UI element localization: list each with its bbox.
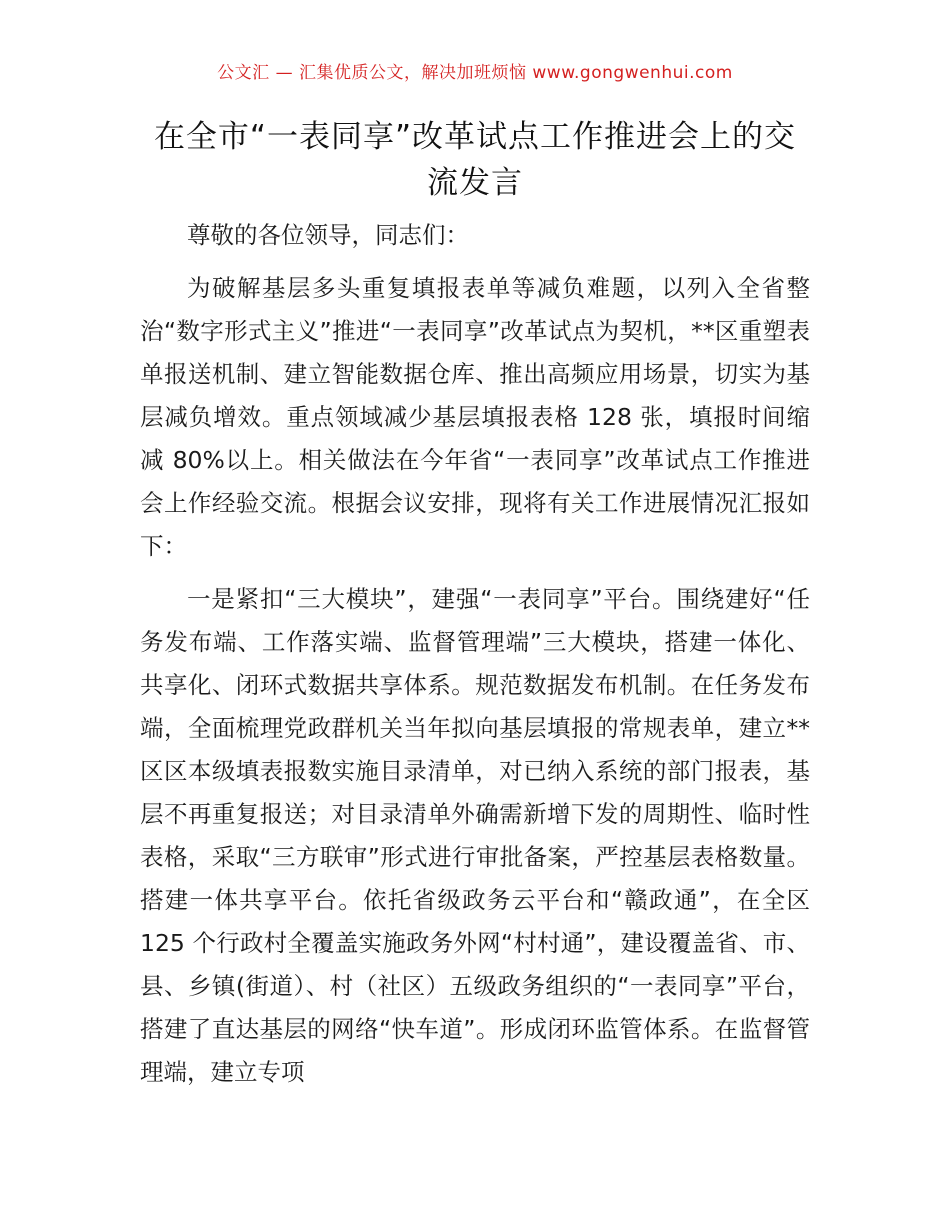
paragraph-point-one: 一是紧扣“三大模块”，建强“一表同享”平台。围绕建好“任务发布端、工作落实端、监督管理端”三大模块，搭建一体化、共享化、闭环式数据共享体系。规范数据发布机制。在任务发布端，全面梳理党政群机关当年拟向基层填报的常规表单，建立**区区本级填表报数实施目录清单，对已纳入系统的部门报表，基层不再重复报送；对目录清单外确需新增下发的周期性、临时性表格，采取“三方联审”形式进行审批备案，严控基层表格数量。搭建一体共享平台。依托省级政务云平台和“赣政通”，在全区 125 个行政村全覆盖实施政务外网“村村通”，建设覆盖省、市、县、乡镇(街道）、村（社区）五级政务组织的“一表同享”平台，搭建了直达基层的网络“快车道”。形成闭环监管体系。在监督管理端，建立专项: [140, 585, 810, 1086]
salutation: 尊敬的各位领导，同志们：: [187, 221, 469, 249]
paragraph-intro: 为破解基层多头重复填报表单等减负难题，以列入全省整治“数字形式主义”推进“一表同享”改革试点为契机，**区重塑表单报送机制、建立智能数据仓库、推出高频应用场景，切实为基层减负增效。重点领域减少基层填报表格 128 张，填报时间缩减 80%以上。相关做法在今年省“一表同享”改革试点工作推进会上作经验交流。根据会议安排，现将有关工作进展情况汇报如下：: [140, 274, 810, 560]
document-title: 在全市“一表同享”改革试点工作推进会上的交流发言: [153, 119, 797, 201]
site-banner: 公文汇 — 汇集优质公文，解决加班烦恼 www.gongwenhui.com: [217, 63, 733, 83]
document-body: [140, 214, 810, 1094]
